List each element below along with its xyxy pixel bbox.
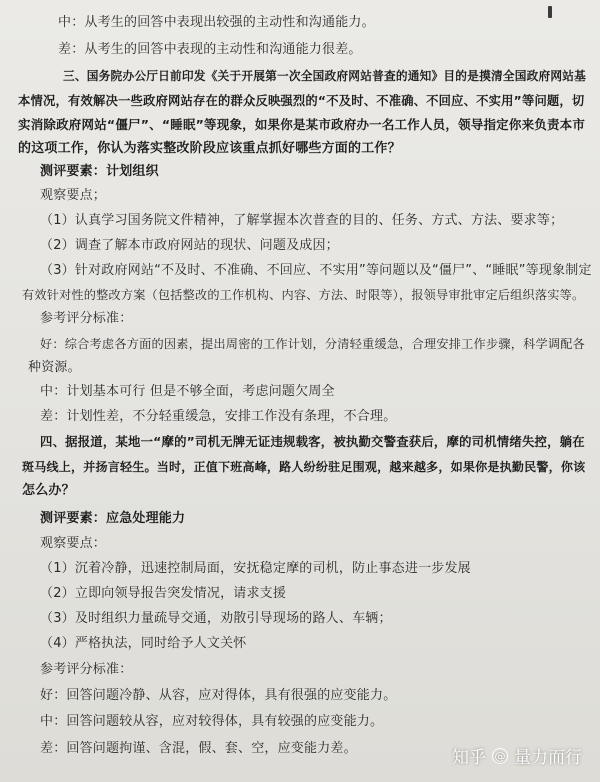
question-text: 实消除政府网站“僵尸”、“睡眠”等现象，如果你是某市政府办一名工作人员，领导指定你来负责本市 — [18, 117, 586, 132]
text-line: 差：从考生的回答中表现的主动性和沟通能力很差。 — [58, 42, 362, 57]
question-text: 怎么办？ — [22, 483, 75, 498]
question-text: 的这项工作，你认为落实整改阶段应该重点抓好哪些方面的工作？ — [18, 141, 401, 156]
text-line: 中：从考生的回答中表现出较强的主动性和沟通能力。 — [58, 15, 375, 30]
watermark-brand: 知乎 — [452, 748, 486, 768]
question-heading: 四、据报道，某地一“摩的”司机无牌无证违规载客，被执勤交警查获后，摩的司机情绪失控，躺在 — [40, 435, 585, 449]
scoring-heading: 参考评分标准： — [40, 662, 133, 677]
evaluation-factor: 测评要素：应急处理能力 — [40, 511, 186, 526]
watermark-author: 量力而行 — [514, 748, 582, 768]
list-item: （3）针对政府网站“不及时、不准确、不回应、不实用”等问题以及“僵尸”、“睡眠”等现象制定 — [40, 263, 592, 278]
observation-heading: 观察要点； — [40, 188, 107, 203]
scoring-heading: 参考评分标准： — [40, 311, 133, 326]
question-text: 本情况，有效解决一些政府网站存在的群众反映强烈的“不及时、不准确、不回应、不实用”等问题，切 — [18, 94, 585, 108]
list-item: （1）沉着冷静，迅速控制局面，安抚稳定摩的司机，防止事态进一步发展 — [40, 561, 471, 576]
list-item: （4）严格执法，同时给予人文关怀 — [40, 636, 247, 651]
question-heading: 三、国务院办公厅日前印发《关于开展第一次全国政府网站普查的通知》目的是摸清全国政府网站基 — [63, 69, 587, 83]
list-item: （1）认真学习国务院文件精神，了解掌握本次普查的目的、任务、方式、方法、要求等； — [40, 213, 564, 228]
watermark — [452, 743, 582, 768]
list-item: （2）调查了解本市政府网站的现状、问题及成因； — [40, 238, 339, 253]
score-poor: 差：计划性差，不分轻重缓急，安排工作没有条理，不合理。 — [40, 409, 397, 424]
list-item: （3）及时组织力量疏导交通，劝散引导现场的路人、车辆； — [40, 611, 392, 626]
score-poor: 差：回答问题拘谨、含混，假、套、空，应变能力差。 — [40, 741, 357, 756]
observation-heading: 观察要点： — [40, 536, 107, 551]
ink-mark — [548, 6, 552, 18]
list-item: （2）立即向领导报告突发情况，请求支援 — [40, 586, 287, 601]
at-icon: @ — [492, 748, 508, 764]
question-text: 斑马线上，并扬言轻生。当时，正值下班高峰，路人纷纷驻足围观，越来越多，如果你是执勤民警，你该 — [22, 460, 586, 474]
score-good: 好：综合考虑各方面的因素，提出周密的工作计划，分清轻重缓急，合理安排工作步骤，科学调配各 — [40, 337, 586, 351]
score-medium: 中：计划基本可行 但是不够全面，考虑问题欠周全 — [40, 384, 335, 399]
score-medium: 中：回答问题较从容，应对较得体，具有较强的应变能力。 — [40, 714, 384, 729]
score-good-continued: 种资源。 — [28, 360, 81, 375]
list-item-continued: 有效针对性的整改方案（包括整改的工作机构、内容、方法、时限等），报领导审批审定后组织落实等。 — [22, 288, 585, 302]
score-good: 好：回答问题冷静、从容，应对得体，具有很强的应变能力。 — [40, 688, 397, 703]
evaluation-factor: 测评要素：计划组织 — [40, 164, 159, 179]
